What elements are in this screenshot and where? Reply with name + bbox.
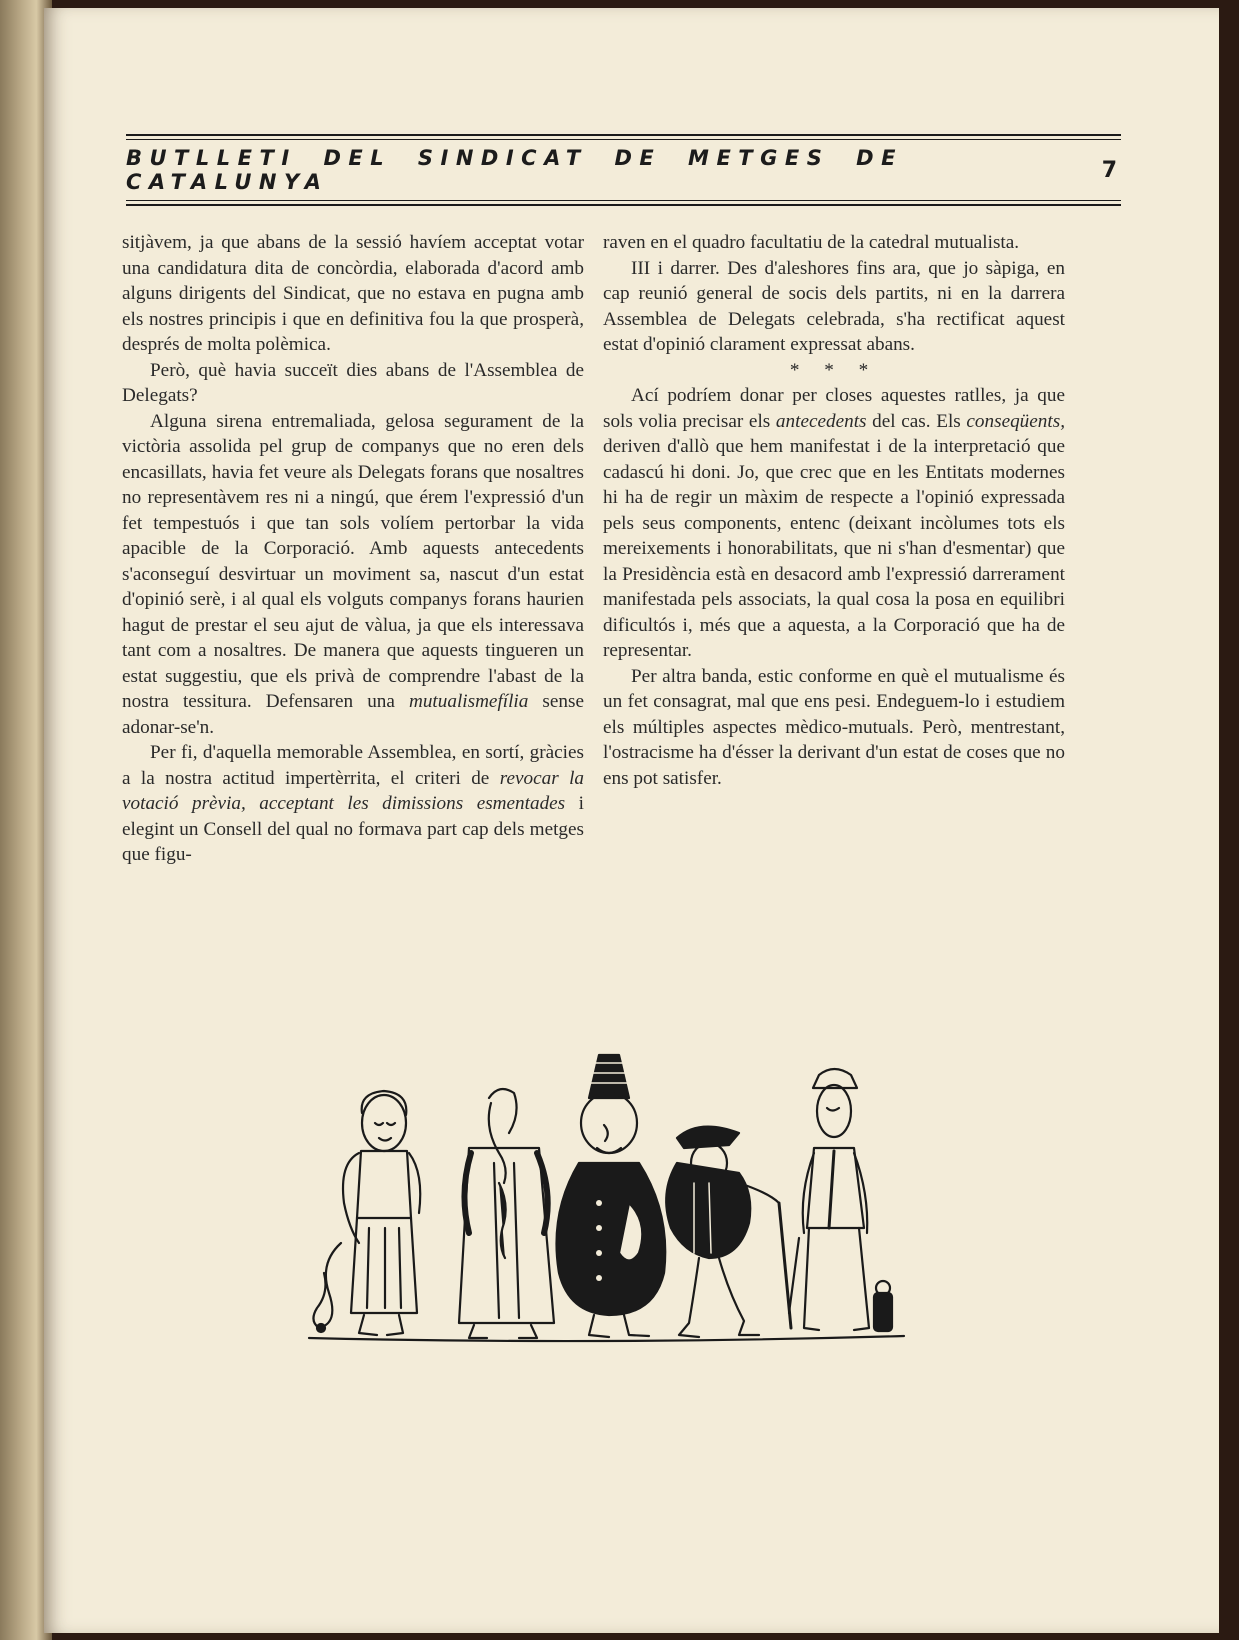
header-rule-top-thin: [126, 139, 1121, 140]
page-header: [126, 134, 1121, 206]
right-paragraph-1: raven en el quadro facultatiu de la catedral mutualista.: [603, 232, 1020, 253]
journal-title: BUTLLETI DEL SINDICAT DE METGES DE CATALUNYA: [126, 146, 903, 194]
figure-classical-god: [313, 1091, 420, 1335]
figure-tall-modern-man: [789, 1069, 869, 1330]
section-separator: * * *: [789, 359, 879, 381]
left-paragraph-1: sitjàvem, ja que abans de la sessió havíem acceptat votar una candidatura dita de concòrdia, elaborada d'acord amb alguns dirigents del Sindicat, que no estava en pugna amb els nostres principis i que en definitiva fou la que prosperà, després de molta polèmica.: [122, 232, 584, 355]
header-rule-top: [126, 134, 1121, 136]
caricature-illustration: [299, 1053, 909, 1353]
emphasis-antecedents: antecedents: [775, 410, 867, 432]
right-paragraph-3: Ací podríem donar per closes aquestes ratlles, ja que sols volia precisar els antecedents del cas. Els conseqüents, deriven d'allò que hem manifestat i de la interpretació que cadascú hi doni. Jo, que crec que en les Entitats modernes hi ha de regir un màxim de respecte a l'opinió expressada pels seus components, entenc (deixant incòlumes tots els mereixements i honorabilitats, que ni s'han d'esmentar) que la Presidència està en desacord amb l'expressió darrerament manifestada pels associats, la qual cosa la posa en equilibri dificultós i, més que a aquesta, a la Corporació que ha de representar.: [603, 385, 1065, 661]
right-column: [603, 230, 1065, 791]
figure-tricorn-gentleman: [666, 1127, 791, 1337]
small-idol-figure: [874, 1281, 892, 1331]
right-paragraph-2: III i darrer. Des d'aleshores fins ara, que jo sàpiga, en cap reunió general de socis dels partits, ni en la darrera Assemblea de Delegats celebrada, s'ha rectificat aquest estat d'opinió clarament expressat abans.: [603, 257, 1065, 355]
left-column: [122, 230, 584, 868]
left-paragraph-2: Però, què havia succeït dies abans de l'Assemblea de Delegats?: [122, 359, 584, 406]
page-number: 7: [1101, 157, 1117, 183]
header-rule-bottom: [126, 204, 1121, 206]
right-paragraph-4: Per altra banda, estic conforme en què el mutualisme és un fet consagrat, mal que ens pesi. Endeguem-lo i estudiem els múltiples aspectes mèdico-mutuals. Però, mentrestant, l'ostracisme ha d'ésser la derivant d'un estat de coses que no ens pot satisfer.: [603, 665, 1065, 789]
header-title-row: [126, 146, 1121, 194]
left-paragraph-4: Per fi, d'aquella memorable Assemblea, en sortí, gràcies a la nostra actitud impertèrrita, el criteri de revocar la votació prèvia, acceptant les dimissions esmentades i elegint un Consell del qual no formava part cap dels metges que figu-: [122, 742, 584, 865]
emphasis-consequents: conseqüents,: [966, 410, 1065, 432]
figure-round-cleric: [557, 1055, 666, 1337]
figure-bearded-scholar: [459, 1089, 554, 1338]
document-page: [44, 8, 1219, 1633]
emphasis-mutualismefilia: mutualismefília: [408, 691, 529, 712]
header-rule-bottom-thin: [126, 200, 1121, 201]
left-paragraph-3: Alguna sirena entremaliada, gelosa segurament de la victòria assolida pel grup de companys que no eren dels encasillats, havia fet veure als Delegats forans que nosaltres no representàvem res ni a ningú, que érem l'expressió d'un fet tempestuós i que tan sols volíem pertorbar la vida apacible de la Corporació. Amb aquests antecedents s'aconseguí desvirtuar un moviment sa, nascut d'un estat d'opinió serè, i al qual els volguts companys forans haurien hagut de prestar el seu ajut de vàlua, ja que els interessava tant com a nosaltres. De manera que aquests tingueren un estat suggestiu, que els privà de comprendre l'abast de la nostra tessitura. Defensaren una mutualismefília sense adonar-se'n.: [122, 410, 584, 738]
emphasis-revocar: revocar la votació prèvia, acceptant les dimissions esmentades: [122, 767, 584, 814]
